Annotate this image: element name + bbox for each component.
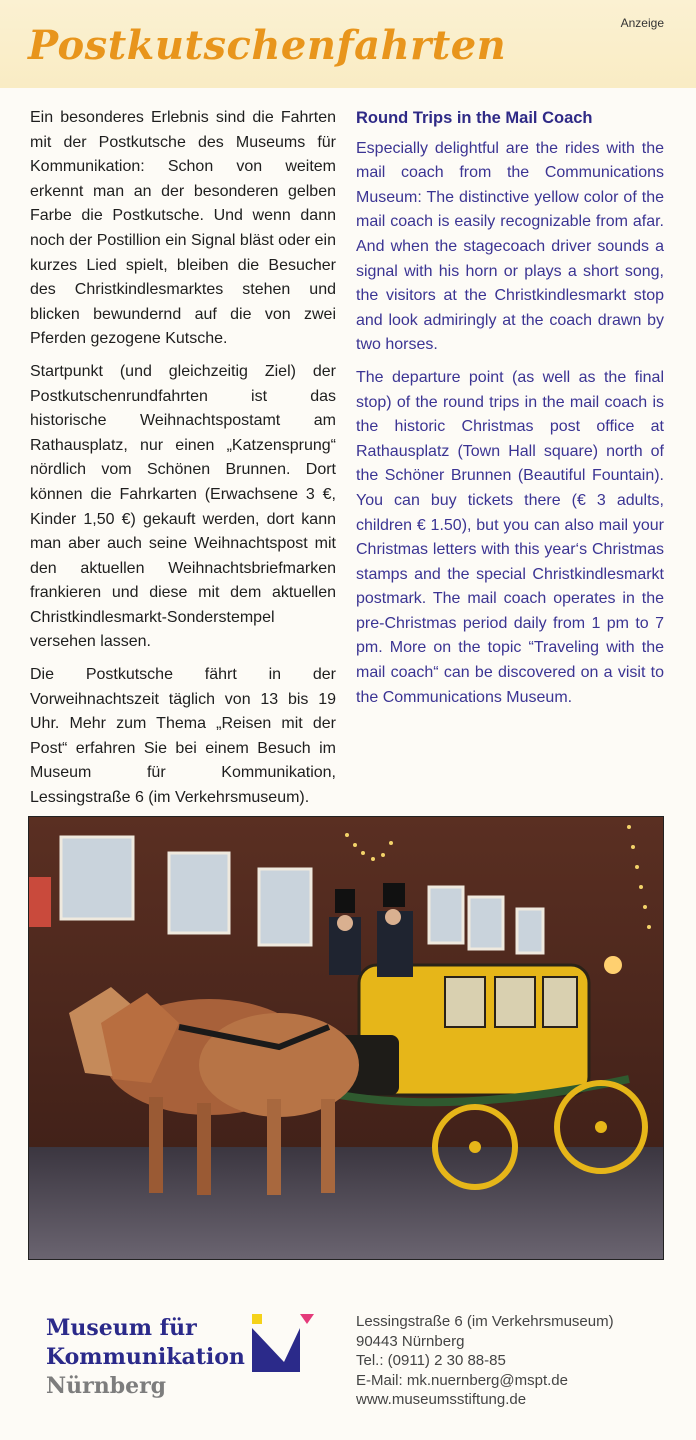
header-band [0,0,696,88]
english-paragraph: The departure point (as well as the final stop) of the round trips in the mail coach is the historic Christmas post office at Rathausplatz (Town Hall square) north of the Schöner Brunnen (Beautiful Fountain). You can buy tickets there (€ 3 adults, children € 1.50), but you can also mail your Christmas letters with this year‘s Christmas stamps and the special Christkindlesmarkt postmark. The mail coach operates in the pre-Christmas period daily from 1 pm to 7 pm. More on the topic “Traveling with the mail coach“ can be discovered on a visit to the Communications Museum. [356,368,664,706]
address-city: 90443 Nürnberg [356,1332,465,1350]
museum-logo-mark-icon [248,1310,318,1381]
address-street: Lessingstraße 6 (im Verkehrsmuseum) [356,1313,614,1330]
page-title: Postkutschenfahrten [28,22,507,69]
german-paragraph: Startpunkt (und gleichzeitig Ziel) der Postkutschenrundfahrten ist das historische Weihnachtspostamt am Rathausplatz, nur einen „Katzensprung“ nördlich vom Schönen Brunnen. Dort können die Fahrkarten (Erwachsene 3 €, Kinder 1,50 €) gekauft werden, dort kann man aber auch seine Weihnachtspost mit den aktuellen Weihnachtsbriefmarken frankieren und diese mit dem aktuellen Christkindlesmarkt-Sonderstempel versehen lassen. [30,362,336,651]
address-website[interactable]: www.museumsstiftung.de [356,1391,527,1408]
address-email[interactable]: E-Mail: mk.nuernberg@mspt.de [356,1371,568,1389]
street-lamp [604,956,622,974]
logo-text-museum: Museum für [46,1315,197,1341]
advertisement-label: Anzeige [620,16,664,30]
address-phone: Tel.: (0911) 2 30 88-85 [356,1352,506,1369]
museum-logo [46,1314,245,1401]
english-heading: Round Trips in the Mail Coach [356,109,593,127]
cobblestone-street [29,1147,663,1259]
market-stall-awning [29,877,51,927]
english-column [356,106,664,718]
german-paragraph: Ein besonderes Erlebnis sind die Fahrten mit der Postkutsche des Museums für Kommunikation: Schon von weitem erkennt man an der besonderen gelben Farbe die Postkutsche. Und wenn dann noch der Postillion ein Signal bläst oder ein kurzes Lied spielt, bleiben die Besucher des Christkindlesmarktes stehen und blicken bewundernd auf die von zwei Pferden gezogene Kutsche. [30,109,336,348]
logo-text-kommunikation: Kommunikation [46,1344,245,1370]
logo-text-nuernberg: Nürnberg [46,1373,167,1399]
mail-coach-photo [28,816,664,1260]
german-column [30,106,336,819]
german-paragraph: Die Postkutsche fährt in der Vorweihnachtszeit täglich von 13 bis 19 Uhr. Mehr zum Thema „Reisen mit der Post“ erfahren Sie bei einem Besuch im Museum für Kommunikation, Lessingstraße 6 (im Verkehrsmuseum). [30,666,336,807]
english-paragraph: Especially delightful are the rides with the mail coach from the Communications Museum: The distinctive yellow color of the mail coach is easily recognizable from afar. And when the stagecoach driver sounds a signal with his horn or plays a short song, the visitors at the Christkindlesmarkt stop and look admiringly at the coach drawn by two horses. [356,139,664,354]
contact-address [356,1312,614,1410]
